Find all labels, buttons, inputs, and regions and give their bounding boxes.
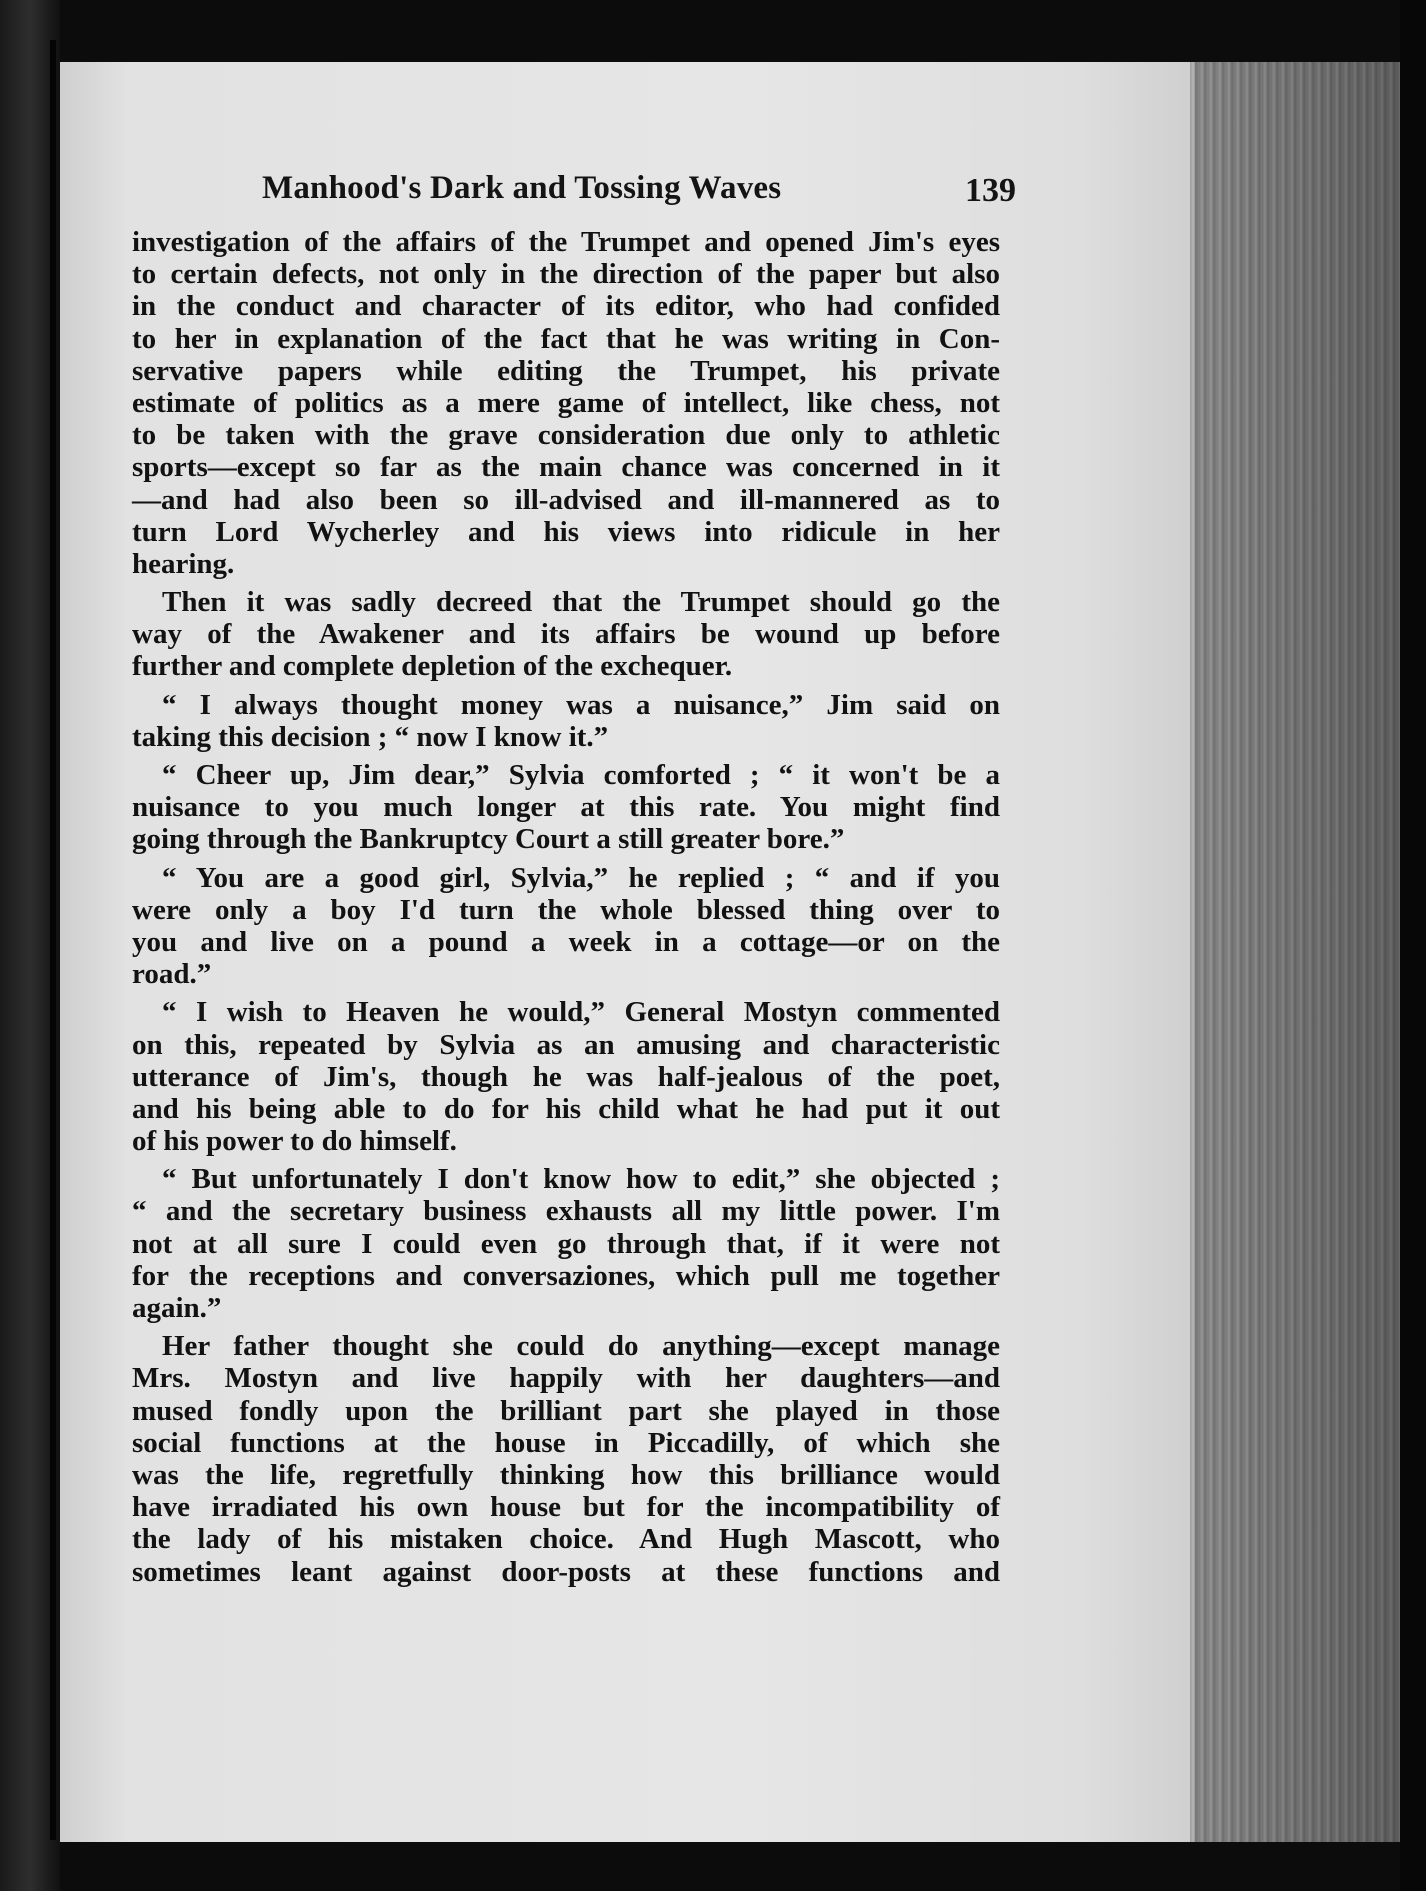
running-title: Manhood's Dark and Tossing Waves [262,170,782,206]
text-line: “ I always thought money was a nuisance,” Jim said on [162,688,1000,721]
text-line: road.” [132,958,212,991]
text-line: for the receptions and conversaziones, which pull me together [132,1259,1000,1292]
text-line: sometimes leant against door-posts at these functions and [132,1555,1000,1588]
text-line: again.” [132,1292,222,1324]
text-line: “ You are a good girl, Sylvia,” he replied ; “ and if you [162,861,1000,894]
text-line: further and complete depletion of the exchequer. [132,650,733,683]
text-line: the lady of his mistaken choice. And Hugh Mascott, who [132,1523,1000,1556]
text-line: “ But unfortunately I don't know how to edit,” she objected ; [162,1163,1000,1196]
text-line: going through the Bankruptcy Court a still greater bore.” [132,823,845,856]
text-line: social functions at the house in Piccadilly, of which she [132,1426,1000,1459]
text-line: you and live on a pound a week in a cottage—or on the [132,925,1000,958]
text-line: turn Lord Wycherley and his views into ridicule in her [132,515,1000,548]
text-line: in the conduct and character of its editor, who had confided [132,290,1000,323]
text-line: on this, repeated by Sylvia as an amusing and characteristic [132,1028,1000,1061]
page-edges-shadow [1190,62,1400,1842]
text-line: “ and the secretary business exhausts all my little power. I'm [132,1195,1000,1228]
text-line: investigation of the affairs of the Trumpet and opened Jim's eyes [132,226,1000,258]
text-line: nuisance to you much longer at this rate. You might find [132,791,1000,824]
text-line: way of the Awakener and its affairs be wound up before [132,618,1000,651]
gutter-shadow [50,40,56,1840]
body-text [132,226,1000,1588]
text-line: —and had also been so ill-advised and ill-mannered as to [132,483,1000,516]
page-number: 139 [965,172,1016,209]
text-line: “ I wish to Heaven he would,” General Mostyn commented [162,996,1000,1029]
text-line: not at all sure I could even go through that, if it were not [132,1227,1000,1260]
text-line: have irradiated his own house but for the incompatibility of [132,1491,1000,1524]
text-line: was the life, regretfully thinking how this brilliance would [132,1458,1000,1491]
text-line: of his power to do himself. [132,1125,457,1158]
text-line: servative papers while editing the Trumpet, his private [132,354,1000,387]
text-line: hearing. [132,547,235,580]
running-head [262,170,1016,220]
text-line: sports—except so far as the main chance was concerned in it [132,451,1000,484]
text-line: utterance of Jim's, though he was half-jealous of the poet, [132,1060,1000,1093]
background-right [1400,0,1426,1891]
text-line: Her father thought she could do anything—except manage [162,1330,1000,1363]
text-line: “ Cheer up, Jim dear,” Sylvia comforted ; “ it won't be a [162,759,1000,791]
book-left-edge [0,0,60,1891]
text-line: to her in explanation of the fact that he was writing in Con- [132,322,1000,355]
text-line: and his being able to do for his child what he had put it out [132,1092,1000,1125]
text-line: to be taken with the grave consideration due only to athletic [132,419,1000,452]
text-line: estimate of politics as a mere game of intellect, like chess, not [132,386,1000,419]
text-line: to certain defects, not only in the direction of the paper but also [132,258,1000,291]
text-line: Mrs. Mostyn and live happily with her daughters—and [132,1362,1000,1395]
text-line: taking this decision ; “ now I know it.” [132,720,609,753]
text-line: were only a boy I'd turn the whole blessed thing over to [132,893,1000,926]
text-line: Then it was sadly decreed that the Trumpet should go the [162,586,1000,619]
text-line: mused fondly upon the brilliant part she played in those [132,1394,1000,1427]
